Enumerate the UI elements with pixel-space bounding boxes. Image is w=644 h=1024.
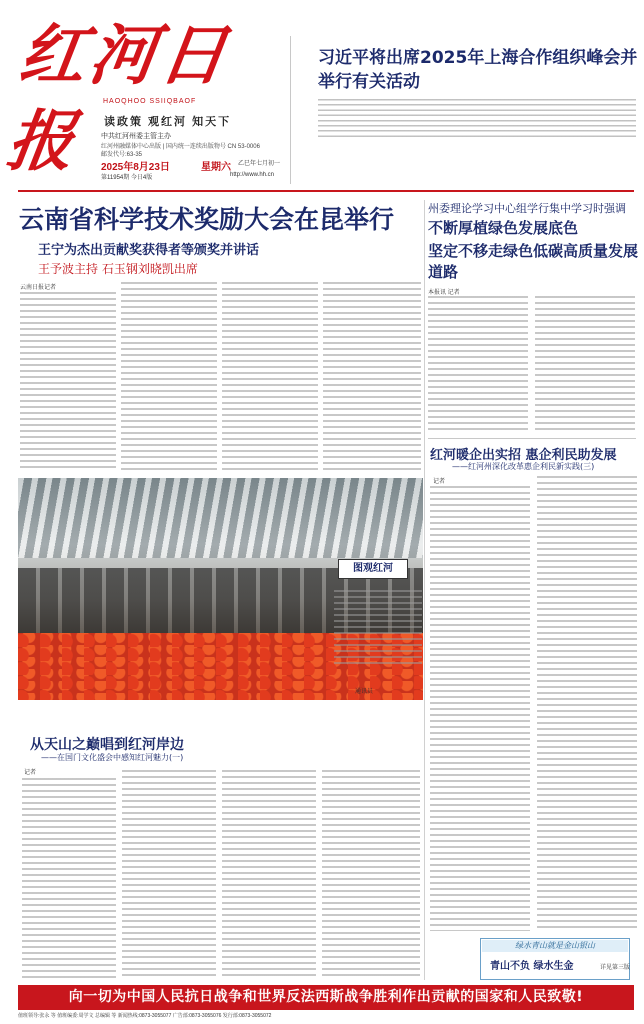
- photo-caption: [334, 590, 422, 664]
- issue-date: 2025年8月23日: [101, 162, 170, 173]
- photo-credit: 通讯员: [355, 689, 374, 695]
- masthead-divider: [290, 36, 291, 184]
- right-section-divider: [428, 438, 636, 439]
- slogan-box-page-ref[interactable]: 详见第三版: [600, 965, 631, 971]
- top-story-headline[interactable]: 习近平将出席2025年上海合作组织峰会并举行有关活动: [318, 48, 638, 92]
- main-story-column-1: [20, 292, 116, 470]
- main-story-subhead: 王宁为杰出贡献奖获得者等颁奖并讲话: [38, 243, 260, 258]
- lower-story-column-4: [322, 770, 420, 978]
- right-story2-subhead: ——红河州深化改革惠企利民新实践(三): [452, 462, 595, 471]
- lower-story-headline[interactable]: 从天山之巅唱到红河岸边: [30, 737, 184, 753]
- postal-code: 邮发代号:63-35: [101, 152, 143, 158]
- right-story-column-2: [535, 296, 635, 432]
- main-story-subhead2: 王予波主持 石玉钢刘晓凯出席: [38, 262, 198, 276]
- masthead-slogan: 读政策 观红河 知天下: [104, 116, 232, 128]
- main-story-byline: 云南日报记者: [20, 285, 57, 291]
- lower-story-byline: 记者: [24, 770, 37, 776]
- top-story-summary: [318, 99, 636, 139]
- newspaper-logo: 红河日报: [2, 16, 236, 180]
- lunar-date: 乙巳年七月初一: [238, 161, 281, 167]
- header-rule: [18, 190, 634, 192]
- footer-info: 值班领导:张永 等 值班编委:周学文 总编辑 等 新闻热线:0873-3055077 广告部:0873-3055076 发行部:0873-3055072: [18, 1013, 272, 1019]
- lower-story-column-3: [222, 770, 316, 978]
- right-story-byline: 本报讯 记者: [428, 290, 460, 296]
- commemoration-banner: 向一切为中国人民抗日战争和世界反法西斯战争胜利作出贡献的国家和人民致敬!: [18, 985, 634, 1010]
- right-story2-column-1: [430, 486, 530, 931]
- slogan-box-top: 绿水青山就是金山银山: [482, 940, 628, 952]
- issue-number: 第11954期 今日4版: [101, 175, 153, 181]
- right-story-column-1: [428, 296, 528, 432]
- issue-info: 红河州融媒体中心出版 | 国内统一连续出版物号 CN 53-0006: [101, 144, 260, 150]
- weekday: 星期六: [201, 162, 231, 173]
- lower-story-subhead: ——在国门文化盛会中感知红河魅力(一): [41, 753, 184, 762]
- photo-roof: [18, 478, 423, 558]
- right-story-kicker: 州委理论学习中心组学行集中学习时强调: [428, 202, 626, 215]
- main-story-column-2: [121, 282, 217, 470]
- website[interactable]: http://www.hh.cn: [230, 172, 275, 178]
- right-story2-byline: 记者: [433, 479, 446, 485]
- main-story-column-3: [222, 282, 318, 470]
- main-story-headline[interactable]: 云南省科学技术奖励大会在昆举行: [19, 205, 395, 234]
- right-story2-column-2: [537, 476, 637, 931]
- right-story-headline-2[interactable]: 坚定不移走绿色低碳高质量发展道路: [428, 242, 639, 281]
- lower-story-column-1: [22, 778, 116, 978]
- right-story-headline-1[interactable]: 不断厚植绿色发展底色: [428, 219, 579, 237]
- column-divider: [424, 200, 425, 980]
- photo-section-badge: 图观红河: [338, 559, 408, 579]
- main-story-column-4: [323, 282, 421, 470]
- publisher: 中共红河州委主管主办: [101, 133, 171, 140]
- tomato-market-photo: [18, 478, 423, 700]
- slogan-box-text: 青山不负 绿水生金: [490, 961, 574, 972]
- right-story2-headline[interactable]: 红河暖企出实招 惠企利民助发展: [430, 448, 617, 463]
- lower-story-column-2: [122, 770, 216, 978]
- logo-pinyin: HAOQHOO SSIIQBAOF: [103, 98, 197, 105]
